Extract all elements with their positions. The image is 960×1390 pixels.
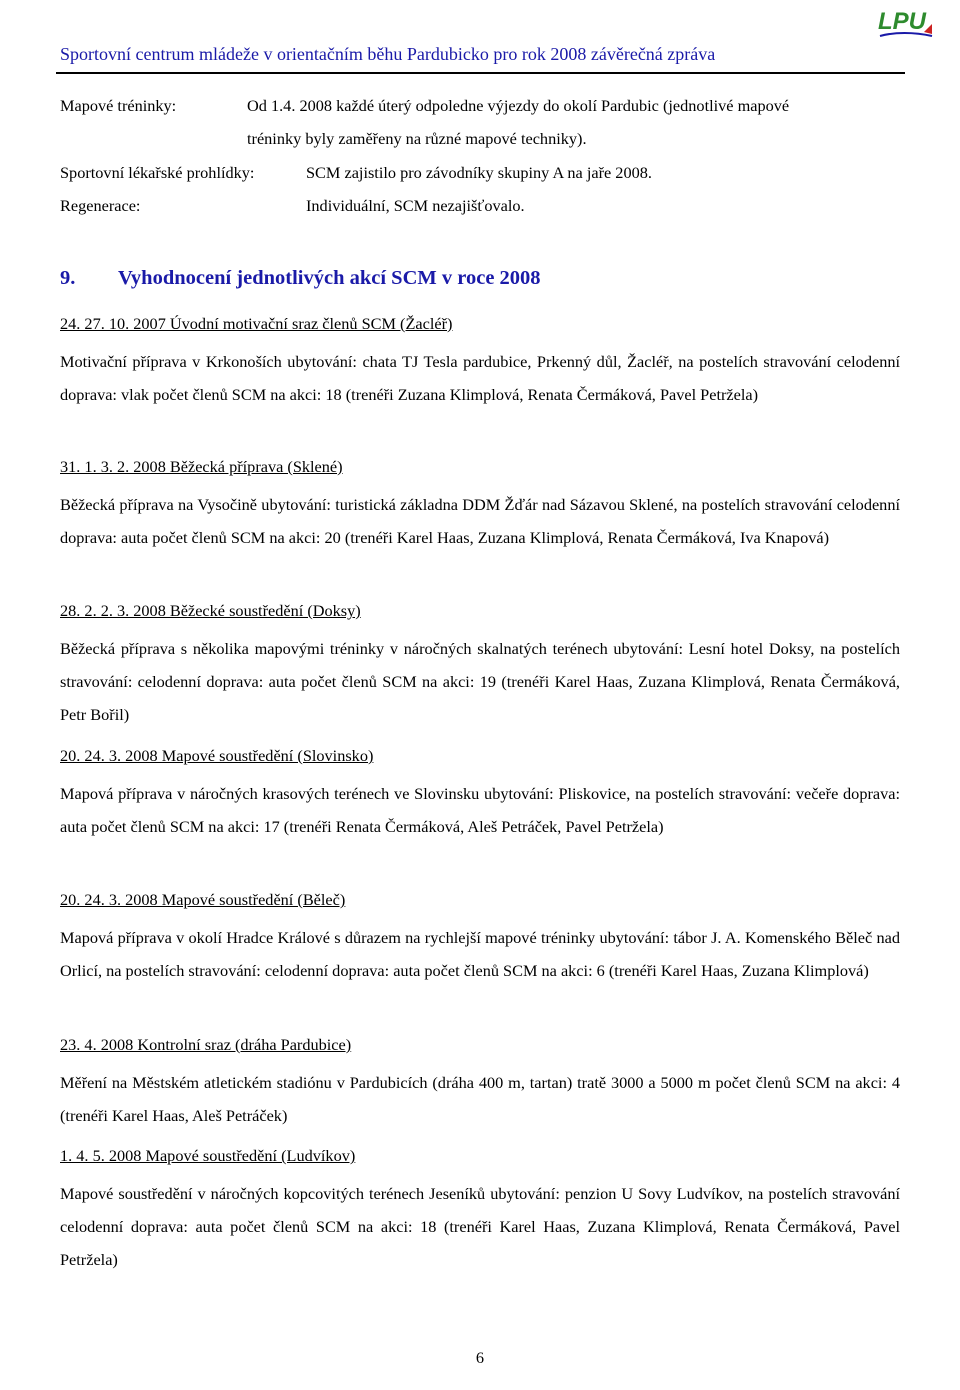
event-title: 28. 2. 2. 3. 2008 Běžecké soustředění (Doksy)	[60, 601, 361, 620]
event-description: Běžecká příprava na Vysočině ubytování: turistická základna DDM Žďár nad Sázavou Sklené, na postelích stravování celodenní doprava: auta počet členů SCM na akci: 20 (trenéři Karel Haas, Zuzana Klimplová, Renata Čermáková, Iva Knapová)	[60, 495, 900, 547]
event-description: Mapové soustředění v náročných kopcovitých terénech Jeseníků ubytování: penzion U Sovy Ludvíkov, na postelích stravování celodenní doprava: auta počet členů SCM na akci: 18 (trenéři Karel Haas, Zuzana Klimplová, Renata Čermáková, Pavel Petržela)	[60, 1184, 900, 1269]
event-title: 20. 24. 3. 2008 Mapové soustředění (Slovinsko)	[60, 746, 374, 765]
event-item	[60, 1145, 900, 1276]
section-heading	[60, 267, 541, 290]
regeneration-label: Regenerace:	[60, 196, 141, 215]
section-number: 9.	[60, 267, 76, 289]
event-item	[60, 745, 900, 843]
medical-value: SCM zajistilo pro závodníky skupiny A na jaře 2008.	[306, 163, 652, 182]
event-item	[60, 889, 900, 987]
section-title: Vyhodnocení jednotlivých akcí SCM v roce 2008	[118, 267, 541, 289]
event-title: 24. 27. 10. 2007 Úvodní motivační sraz členů SCM (Žacléř)	[60, 314, 453, 333]
page-number: 6	[475, 1348, 485, 1367]
header-title: Sportovní centrum mládeže v orientačním běhu Pardubicko pro rok 2008 závěrečná zpráva	[60, 44, 716, 64]
regeneration-value: Individuální, SCM nezajišťovalo.	[306, 196, 525, 215]
event-title: 1. 4. 5. 2008 Mapové soustředění (Ludvíkov)	[60, 1146, 356, 1165]
medical-label: Sportovní lékařské prohlídky:	[60, 163, 255, 182]
event-title: 23. 4. 2008 Kontrolní sraz (dráha Pardubice)	[60, 1035, 352, 1054]
event-item	[60, 600, 900, 731]
event-description: Mapová příprava v náročných krasových terénech ve Slovinsku ubytování: Pliskovice, na postelích stravování: večeře doprava: auta počet členů SCM na akci: 17 (trenéři Renata Čermáková, Aleš Petráček, Pavel Petržela)	[60, 784, 900, 836]
logo-text: LPU	[878, 8, 926, 35]
event-description: Běžecká příprava s několika mapovými tréninky v náročných skalnatých terénech ubytování: Lesní hotel Doksy, na postelích stravování: celodenní doprava: auta počet členů SCM na akci: 19 (trenéři Karel Haas, Zuzana Klimplová, Renata Čermáková, Petr Bořil)	[60, 639, 900, 724]
event-item	[60, 313, 900, 411]
event-description: Mapová příprava v okolí Hradce Králové s důrazem na rychlejší mapové tréninky ubytování: tábor J. A. Komenského Běleč nad Orlicí, na postelích stravování: celodenní doprava: auta počet členů SCM na akci: 6 (trenéři Karel Haas, Zuzana Klimplová)	[60, 928, 900, 980]
event-description: Měření na Městském atletickém stadiónu v Pardubicích (dráha 400 m, tartan) tratě 3000 a 5000 m počet členů SCM na akci: 4 (trenéři Karel Haas, Aleš Petráček)	[60, 1073, 900, 1125]
lpu-logo	[874, 2, 936, 44]
event-item	[60, 456, 900, 554]
maps-training-label: Mapové tréninky:	[60, 96, 177, 115]
event-title: 20. 24. 3. 2008 Mapové soustředění (Běleč)	[60, 890, 346, 909]
maps-training-line1: Od 1.4. 2008 každé úterý odpoledne výjezdy do okolí Pardubic (jednotlivé mapové	[247, 96, 790, 115]
header-divider	[56, 72, 905, 74]
maps-training-line2: tréninky byly zaměřeny na různé mapové techniky).	[247, 129, 587, 148]
event-item	[60, 1034, 900, 1132]
event-description: Motivační příprava v Krkonoších ubytování: chata TJ Tesla pardubice, Prkenný důl, Žacléř, na postelích stravování celodenní doprava: vlak počet členů SCM na akci: 18 (trenéři Zuzana Klimplová, Renata Čermáková, Pavel Petržela)	[60, 352, 900, 404]
event-title: 31. 1. 3. 2. 2008 Běžecká příprava (Sklené)	[60, 457, 343, 476]
